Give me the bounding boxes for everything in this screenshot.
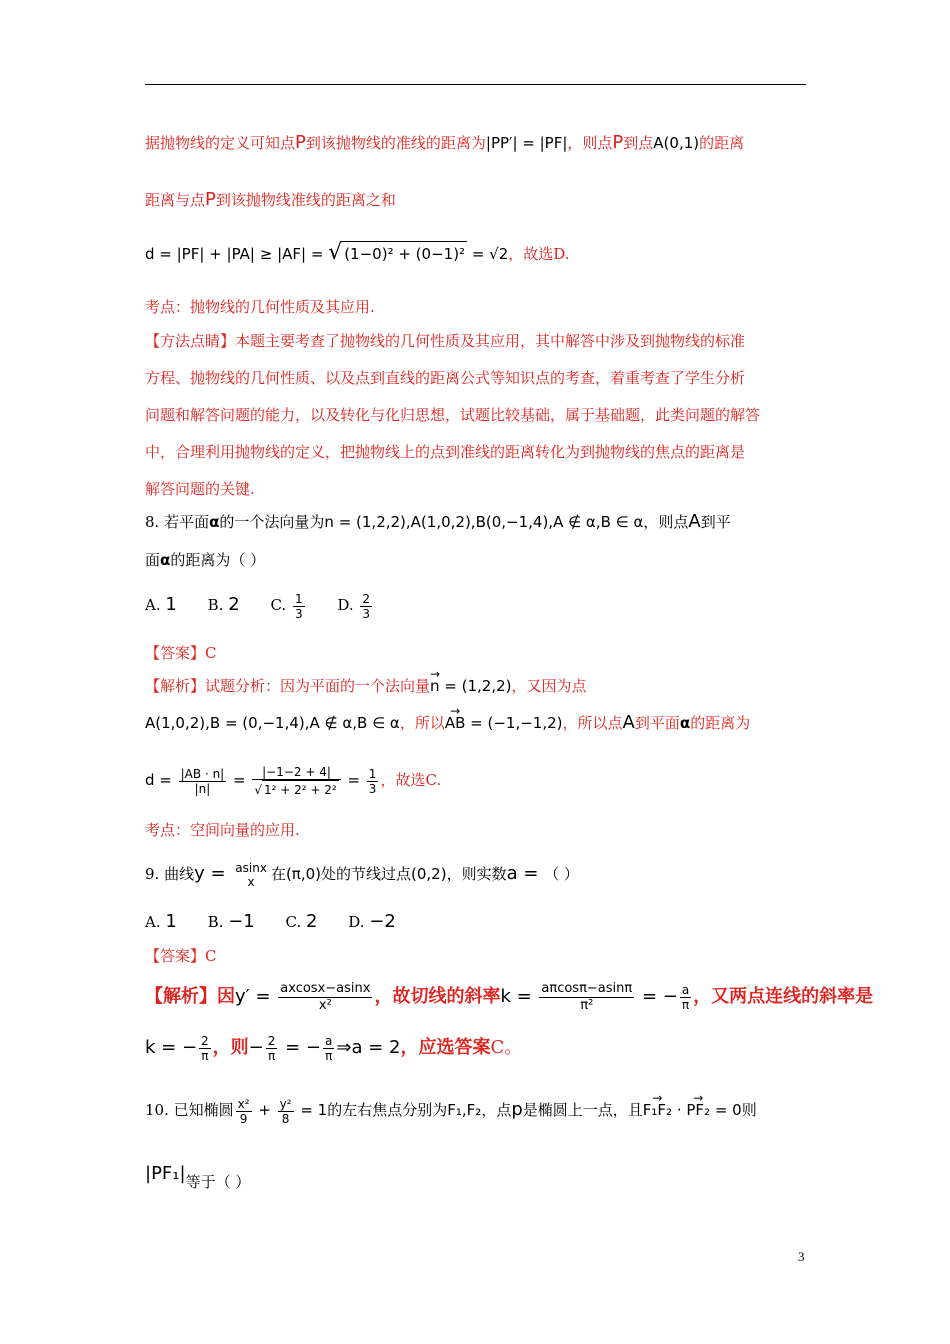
math-PF1: |PF₁| [145,1163,186,1184]
q9-option-b[interactable] [208,908,255,936]
math-expr: A(1,0,2),B = (0,−1,4),A ∉ α,B ∈ α [145,714,400,732]
math-p: p [511,1099,523,1120]
denominator: |n| [194,781,211,796]
option-value: −2 [369,911,396,932]
method-line-5: 解答问题的关键. [145,480,255,498]
text: 则 [741,1101,757,1119]
numerator: |AB · n| [180,766,225,781]
math-d: d = [145,771,177,789]
math-alpha: α [209,513,220,531]
option-value: 1 [165,594,177,615]
numerator: axcosx−asinx [280,980,371,996]
math-dot: · [672,1101,687,1119]
text: 在 [270,865,286,883]
method-line-4: 中，合理利用抛物线的定义，把抛物线上的点到准线的距离转化为到抛物线的焦点的距离是 [145,443,746,461]
kaodian-7: 考点：抛物线的几何性质及其应用. [145,298,375,316]
fraction [680,983,691,1012]
math-point-A: A(0,1) [653,134,700,152]
numerator: asinx [235,861,267,875]
q8-option-d[interactable] [337,585,374,625]
solution-line-2 [145,190,396,210]
option-value: 1 [165,911,177,932]
numerator: a [325,1033,333,1048]
fraction [293,592,305,621]
option-label: B. [207,913,224,931]
numerator: x² [237,1096,250,1111]
q8-distance-formula [145,758,441,802]
math-eq: = − [279,1037,322,1058]
text: 等于（ ） [185,1173,251,1191]
q9-stem [145,852,579,896]
method-line-1: 【方法点睛】本题主要考查了抛物线的几何性质及其应用，其中解答中涉及到抛物线的标准 [145,332,746,350]
math-P: P [205,189,216,210]
text: ，所以 [399,714,445,732]
math-eq: = 0 [710,1101,742,1119]
math-y: y = [194,863,232,884]
fraction [236,1097,252,1126]
q9-option-a[interactable] [145,908,177,936]
numerator: y² [279,1096,292,1111]
option-label: A. [145,913,161,931]
numerator: a [681,982,690,997]
q8-stem-2 [145,550,265,570]
denominator: x [247,875,255,889]
q8-option-b[interactable] [208,585,240,625]
fraction [323,1034,334,1063]
text: 到点 [623,134,654,152]
denominator: π [681,997,690,1012]
math-k: k = − [145,1037,198,1058]
sqrt-sign: √ [328,240,343,265]
text: 到该抛物线准线的距离之和 [215,191,396,209]
math-plus: + [253,1101,276,1119]
vector-n: → n [430,676,440,696]
numerator: |−1−2 + 4| [252,765,340,780]
math-P: P [295,132,306,153]
fraction [360,592,372,621]
math-expr: n = (1,2,2),A(1,0,2),B(0,−1,4),A ∉ α,B ∈ α [324,513,644,531]
text: ，点 [481,1101,512,1119]
math-implies: ⇒a = 2 [336,1037,401,1058]
math-point: (0,2) [411,865,447,883]
math-foci: F₁,F₂ [447,1101,482,1119]
fraction [539,981,634,1014]
text: 的距离为（ ） [170,551,266,569]
text: ，则 [212,1037,249,1058]
fraction [199,1034,211,1063]
text: 的左右焦点分别为 [327,1101,448,1119]
denominator: 3 [362,606,371,621]
math-expr: = (−1,−1,2) [465,714,563,732]
q9-option-c[interactable] [286,908,318,936]
math-A: A [688,511,701,532]
math-A: A [622,712,635,733]
denominator: π² [580,997,594,1013]
text: 到平面 [634,714,680,732]
math-k: k = [500,986,538,1007]
math-P: P [612,132,624,153]
numerator: 2 [267,1033,276,1048]
solution-line-3 [145,241,570,264]
option-value: 2 [306,911,318,932]
denominator: 3 [368,781,377,796]
q9-options [145,908,422,936]
math-a: a = [506,863,545,884]
math-minus: − [248,1037,264,1058]
kaodian-8: 考点：空间向量的应用. [145,821,300,839]
text: ，故选D. [508,245,570,263]
fraction [278,1097,294,1126]
text: 【解析】试题分析：因为平面的一个法向量 [145,677,431,695]
q9-analysis-2 [145,1026,522,1070]
vector-PF2: → PF₂ [686,1088,710,1132]
denominator: π [325,1048,333,1063]
text: 9. 曲线 [145,865,195,883]
text: 是椭圆上一点，且 [522,1101,643,1119]
numerator: aπcosπ−asinπ [541,980,633,996]
option-label: C. [285,913,302,931]
numerator: 1 [294,591,303,606]
method-line-2: 方程、抛物线的几何性质、以及点到直线的距离公式等知识点的考查，着重考查了学生分析 [145,369,746,387]
page-number: 3 [798,1249,805,1264]
text: C。 [490,1037,523,1058]
option-label: C. [270,596,287,614]
option-label: B. [207,596,224,614]
q8-answer: 【答案】C [145,644,217,662]
q8-analysis-1 [145,676,587,696]
math-eq: = [228,771,251,789]
sqrt-content: (1−0)² + (0−1)² [342,241,467,264]
denominator: x² [318,997,332,1013]
denominator: 9 [239,1111,248,1126]
text: 到该抛物线的准线的距离为 [305,134,486,152]
math-expr: d = |PF| + |PA| ≥ |AF| = [145,245,329,263]
text: 距离与点 [145,191,206,209]
denominator: π [267,1048,276,1063]
text: ，应选答案 [400,1037,491,1058]
fraction [278,981,372,1014]
text: 的一个法向量为 [219,513,325,531]
math-eq: = 1 [295,1101,328,1119]
text: 据抛物线的定义可知点 [145,134,296,152]
numerator: 2 [201,1033,209,1048]
text: 的距离为 [690,714,751,732]
fraction [367,767,379,796]
fraction [179,767,227,796]
math-expr: = (1,2,2) [439,677,512,695]
text: ，又因为点 [511,677,587,695]
text: 处的节线过点 [321,865,412,883]
text: 【解析】因 [145,986,235,1007]
option-value: −1 [228,911,255,932]
q10-stem-1 [145,1088,757,1132]
vector-F1F2: → F₁F₂ [643,1088,672,1132]
math-alpha: α [679,714,691,732]
text: 面 [145,551,161,569]
fraction [266,1034,278,1063]
denominator: π [201,1048,209,1063]
math-y-prime: y′ = [235,986,277,1007]
text: ，则点 [643,513,689,531]
q10-stem-2 [145,1160,250,1196]
numerator: 2 [362,591,371,606]
sqrt-content: 1² + 2² + 2² [262,780,339,797]
fraction [233,861,269,889]
numerator: 1 [368,766,377,781]
q9-analysis-1 [145,975,873,1019]
denominator: √ 1² + 2² + 2² [252,780,340,797]
math-result: = √2 [467,245,509,263]
math-point: (π,0) [285,865,321,883]
text: ，则实数 [446,865,507,883]
method-line-3: 问题和解答问题的能力，以及转化与化归思想，试题比较基础，属于基础题，此类问题的解答 [145,406,761,424]
option-label: A. [145,596,161,614]
text: （ ） [544,865,579,883]
q8-option-a[interactable] [145,585,177,625]
q8-stem-1 [145,512,731,532]
text: ，所以点 [562,714,623,732]
text: ，则点 [567,134,613,152]
q8-analysis-2 [145,713,750,733]
fraction [252,765,340,797]
header-rule [145,84,806,85]
option-label: D. [348,913,365,931]
option-label: D. [337,596,354,614]
option-value: 2 [228,594,240,615]
text: 的距离 [699,134,745,152]
math-alpha: α [160,551,171,569]
q9-answer: 【答案】C [145,947,217,965]
text: ，故选C. [380,771,442,789]
q8-options [145,585,400,625]
q9-option-d[interactable] [348,908,396,936]
solution-line-1 [145,133,744,153]
math-expr: |PP′| = |PF| [485,134,568,152]
text: ，故切线的斜率 [374,986,501,1007]
text: 10. 已知椭圆 [145,1101,234,1119]
vector-AB: → AB [445,713,466,733]
text: 到平 [700,513,731,531]
denominator: 3 [294,606,303,621]
math-eq: = [342,771,365,789]
text: 8. 若平面 [145,513,210,531]
text: ，又两点连线的斜率是 [693,986,874,1007]
q8-option-c[interactable] [270,585,306,625]
math-eq: = − [636,986,678,1007]
denominator: 8 [281,1111,290,1126]
